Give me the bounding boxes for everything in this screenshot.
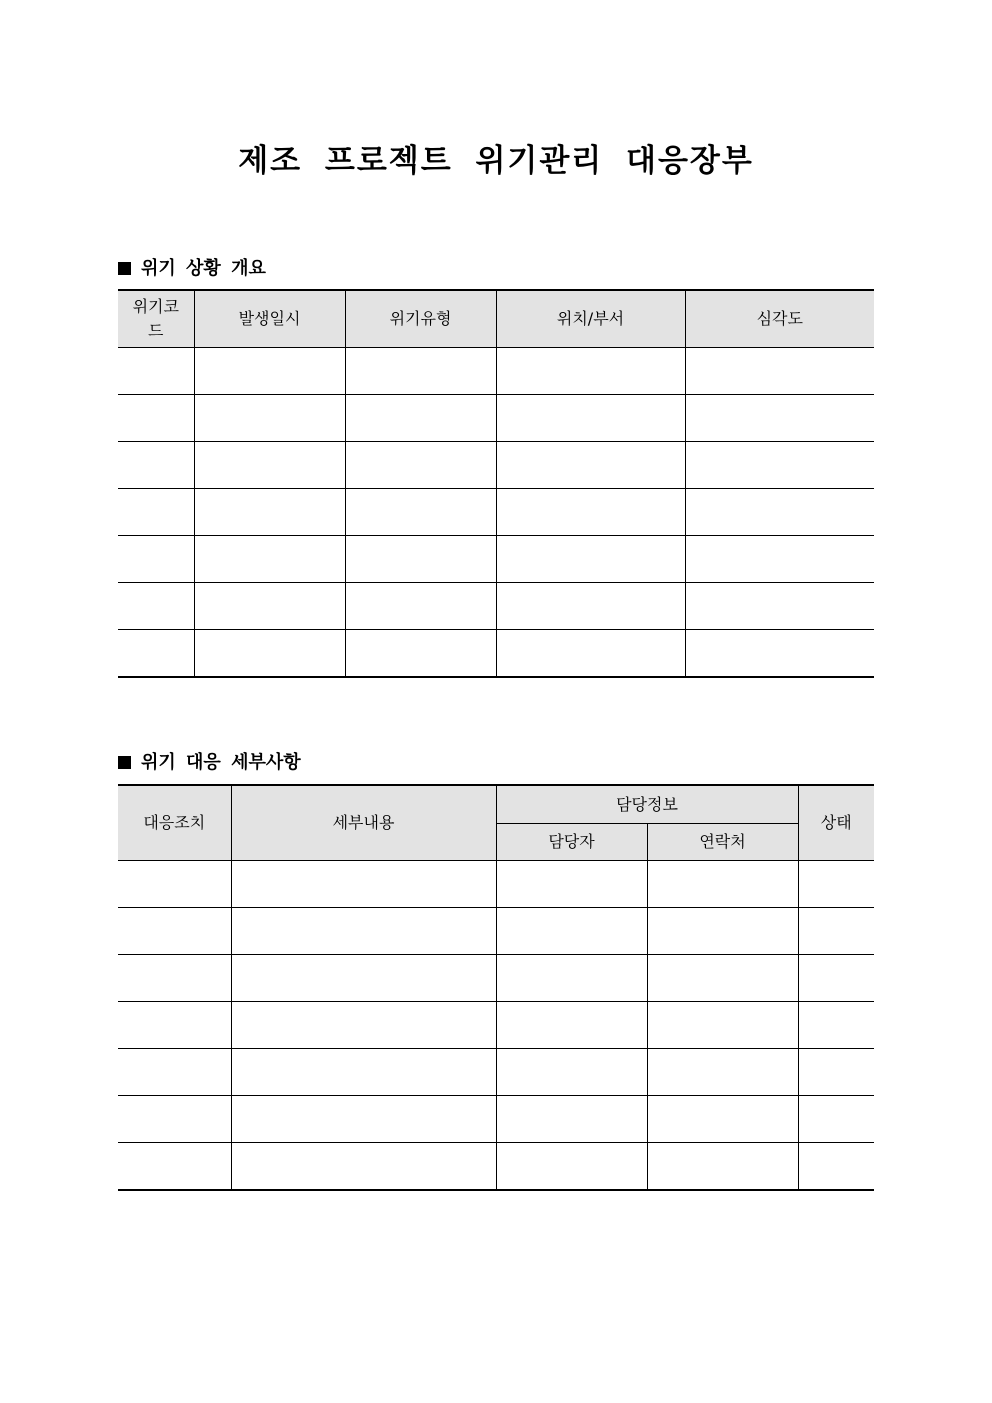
header-crisis-type: 위기유형 bbox=[345, 290, 496, 348]
table-cell[interactable] bbox=[194, 395, 345, 442]
table-row bbox=[118, 630, 874, 678]
table-cell[interactable] bbox=[118, 955, 231, 1002]
table-cell[interactable] bbox=[798, 861, 874, 908]
table-row bbox=[118, 861, 874, 908]
section-header-overview bbox=[118, 254, 266, 280]
table-cell[interactable] bbox=[496, 442, 685, 489]
header-location-dept: 위치/부서 bbox=[496, 290, 685, 348]
table-cell[interactable] bbox=[231, 955, 496, 1002]
table-cell[interactable] bbox=[118, 395, 194, 442]
table-row bbox=[118, 583, 874, 630]
table-row bbox=[118, 1002, 874, 1049]
table-cell[interactable] bbox=[118, 861, 231, 908]
table-cell[interactable] bbox=[685, 442, 874, 489]
table-cell[interactable] bbox=[496, 955, 647, 1002]
table-cell[interactable] bbox=[231, 1002, 496, 1049]
table-cell[interactable] bbox=[496, 861, 647, 908]
table-cell[interactable] bbox=[685, 536, 874, 583]
table-cell[interactable] bbox=[345, 348, 496, 395]
table-row bbox=[118, 1096, 874, 1143]
table-cell[interactable] bbox=[798, 955, 874, 1002]
table-cell[interactable] bbox=[798, 1096, 874, 1143]
table-cell[interactable] bbox=[496, 395, 685, 442]
table-cell[interactable] bbox=[496, 536, 685, 583]
table-cell[interactable] bbox=[496, 1049, 647, 1096]
table-row bbox=[118, 955, 874, 1002]
table-row bbox=[118, 489, 874, 536]
table-row bbox=[118, 442, 874, 489]
table-cell[interactable] bbox=[118, 1002, 231, 1049]
table-cell[interactable] bbox=[647, 1096, 798, 1143]
table-cell[interactable] bbox=[118, 536, 194, 583]
table-cell[interactable] bbox=[231, 908, 496, 955]
table-cell[interactable] bbox=[685, 395, 874, 442]
square-bullet-icon bbox=[118, 262, 131, 275]
table-cell[interactable] bbox=[496, 1143, 647, 1191]
table-cell[interactable] bbox=[118, 1049, 231, 1096]
table-cell[interactable] bbox=[118, 1143, 231, 1191]
table-cell[interactable] bbox=[194, 489, 345, 536]
table-cell[interactable] bbox=[345, 630, 496, 678]
header-contact-group: 담당정보 bbox=[496, 785, 798, 824]
square-bullet-icon bbox=[118, 756, 131, 769]
table-row bbox=[118, 348, 874, 395]
header-detail: 세부내용 bbox=[231, 785, 496, 861]
table-cell[interactable] bbox=[798, 1002, 874, 1049]
table-cell[interactable] bbox=[647, 1002, 798, 1049]
table-cell[interactable] bbox=[647, 1143, 798, 1191]
table-row bbox=[118, 536, 874, 583]
table-cell[interactable] bbox=[345, 395, 496, 442]
table-cell[interactable] bbox=[685, 583, 874, 630]
table-cell[interactable] bbox=[496, 583, 685, 630]
table-cell[interactable] bbox=[685, 630, 874, 678]
header-occurred-at: 발생일시 bbox=[194, 290, 345, 348]
table-row bbox=[118, 908, 874, 955]
table-cell[interactable] bbox=[118, 348, 194, 395]
section-header-response bbox=[118, 748, 301, 774]
table-cell[interactable] bbox=[798, 1143, 874, 1191]
table-cell[interactable] bbox=[194, 536, 345, 583]
table-header-row bbox=[118, 785, 874, 824]
table-cell[interactable] bbox=[798, 1049, 874, 1096]
header-crisis-code: 위기코드 bbox=[118, 290, 194, 348]
table-cell[interactable] bbox=[345, 583, 496, 630]
document-title: 제조 프로젝트 위기관리 대응장부 bbox=[238, 143, 754, 179]
table-header-row bbox=[118, 290, 874, 348]
table-cell[interactable] bbox=[496, 348, 685, 395]
table-cell[interactable] bbox=[798, 908, 874, 955]
table-cell[interactable] bbox=[496, 489, 685, 536]
header-severity: 심각도 bbox=[685, 290, 874, 348]
table-cell[interactable] bbox=[685, 489, 874, 536]
table-cell[interactable] bbox=[118, 489, 194, 536]
table-row bbox=[118, 1143, 874, 1191]
header-contact: 연락처 bbox=[647, 824, 798, 861]
table-cell[interactable] bbox=[194, 583, 345, 630]
table-cell[interactable] bbox=[118, 1096, 231, 1143]
table-cell[interactable] bbox=[231, 1049, 496, 1096]
table-cell[interactable] bbox=[647, 955, 798, 1002]
table-cell[interactable] bbox=[345, 536, 496, 583]
section-title-overview: 위기 상황 개요 bbox=[141, 258, 266, 279]
table-cell[interactable] bbox=[647, 861, 798, 908]
header-person-in-charge: 담당자 bbox=[496, 824, 647, 861]
crisis-overview-table bbox=[118, 289, 874, 678]
table-cell[interactable] bbox=[194, 630, 345, 678]
table-cell[interactable] bbox=[345, 442, 496, 489]
table-cell[interactable] bbox=[231, 1096, 496, 1143]
table-cell[interactable] bbox=[118, 630, 194, 678]
crisis-response-table bbox=[118, 784, 874, 1191]
table-cell[interactable] bbox=[345, 489, 496, 536]
table-cell[interactable] bbox=[118, 583, 194, 630]
table-cell[interactable] bbox=[496, 908, 647, 955]
table-cell[interactable] bbox=[194, 442, 345, 489]
table-cell[interactable] bbox=[194, 348, 345, 395]
table-cell[interactable] bbox=[496, 630, 685, 678]
table-cell[interactable] bbox=[231, 1143, 496, 1191]
table-row bbox=[118, 1049, 874, 1096]
table-cell[interactable] bbox=[118, 908, 231, 955]
table-cell[interactable] bbox=[685, 348, 874, 395]
table-cell[interactable] bbox=[118, 442, 194, 489]
header-status: 상태 bbox=[798, 785, 874, 861]
section-title-response: 위기 대응 세부사항 bbox=[141, 752, 301, 773]
table-cell[interactable] bbox=[496, 1096, 647, 1143]
table-cell[interactable] bbox=[647, 1049, 798, 1096]
table-cell[interactable] bbox=[496, 1002, 647, 1049]
table-cell[interactable] bbox=[231, 861, 496, 908]
table-cell[interactable] bbox=[647, 908, 798, 955]
table-row bbox=[118, 395, 874, 442]
header-response-action: 대응조치 bbox=[118, 785, 231, 861]
